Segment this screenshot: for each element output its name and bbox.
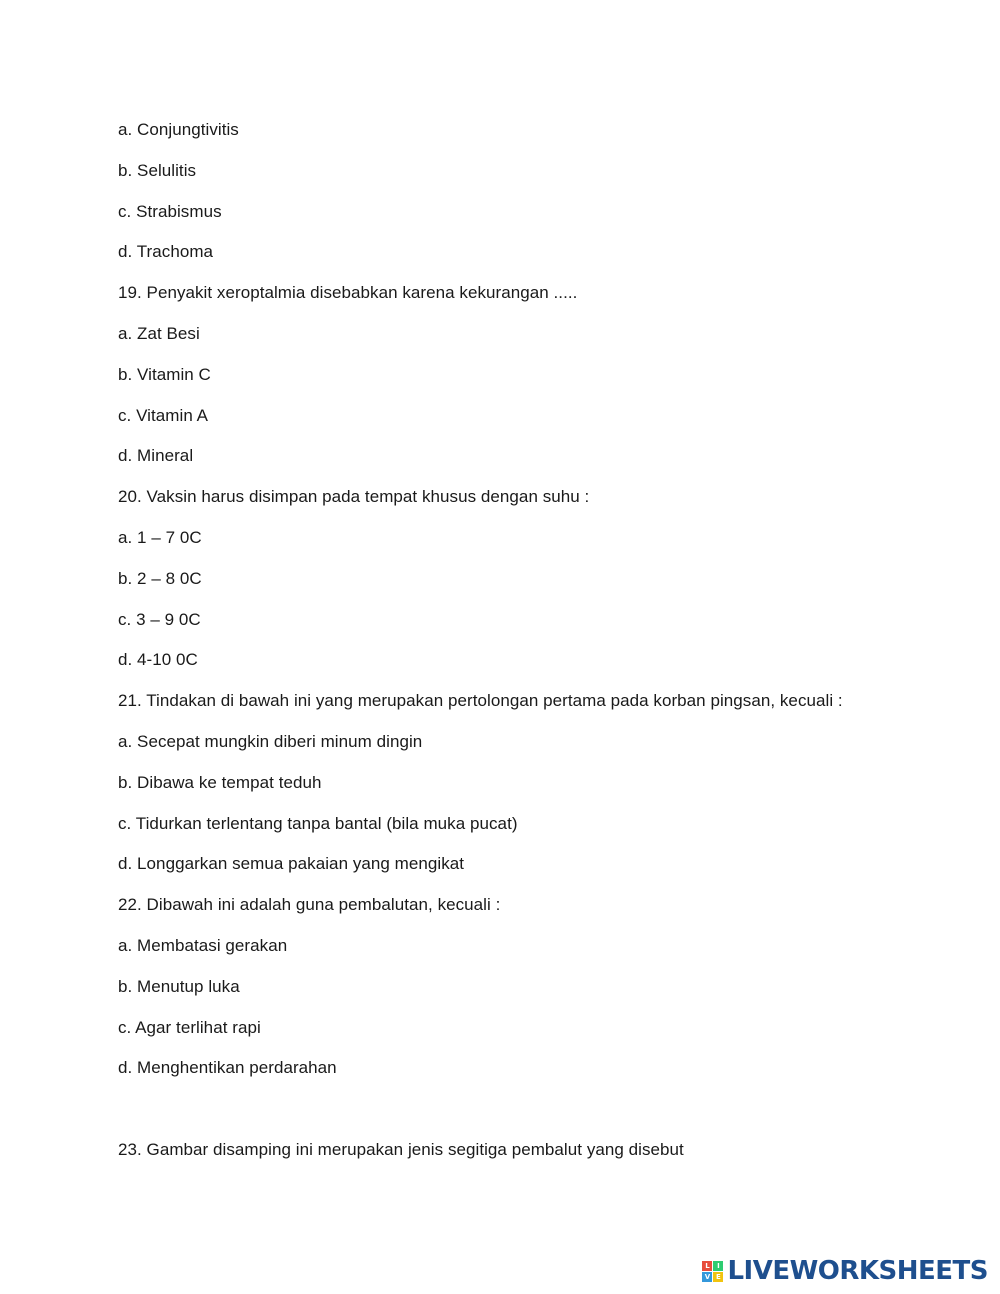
logo-letter: L bbox=[702, 1261, 712, 1271]
answer-option: d. Longgarkan semua pakaian yang mengikat bbox=[118, 854, 465, 873]
answer-option: a. Membatasi gerakan bbox=[118, 936, 288, 955]
answer-option: b. Vitamin C bbox=[118, 365, 211, 384]
answer-option: b. Dibawa ke tempat teduh bbox=[118, 773, 322, 792]
answer-option: c. Agar terlihat rapi bbox=[118, 1018, 261, 1037]
logo-letter: I bbox=[713, 1261, 723, 1271]
question-23: 23. Gambar disamping ini merupakan jenis segitiga pembalut yang disebut bbox=[118, 1140, 684, 1159]
answer-option: c. 3 – 9 0C bbox=[118, 610, 201, 629]
answer-option: d. Trachoma bbox=[118, 242, 214, 261]
answer-option: d. Mineral bbox=[118, 446, 194, 465]
answer-option: a. Secepat mungkin diberi minum dingin bbox=[118, 732, 423, 751]
answer-option: b. Menutup luka bbox=[118, 977, 240, 996]
answer-option: a. Zat Besi bbox=[118, 324, 200, 343]
answer-option: d. Menghentikan perdarahan bbox=[118, 1058, 337, 1077]
question-21: 21. Tindakan di bawah ini yang merupakan pertolongan pertama pada korban pingsan, kecuali : bbox=[118, 691, 843, 710]
answer-option: b. Selulitis bbox=[118, 161, 197, 180]
liveworksheets-wordmark: LIVEWORKSHEETS bbox=[727, 1256, 988, 1286]
question-22: 22. Dibawah ini adalah guna pembalutan, kecuali : bbox=[118, 895, 501, 914]
logo-letter: E bbox=[713, 1272, 723, 1282]
liveworksheets-logo bbox=[702, 1256, 988, 1286]
question-19: 19. Penyakit xeroptalmia disebabkan karena kekurangan ..... bbox=[118, 283, 578, 302]
answer-option: a. Conjungtivitis bbox=[118, 120, 239, 139]
answer-option: b. 2 – 8 0C bbox=[118, 569, 202, 588]
answer-option: a. 1 – 7 0C bbox=[118, 528, 202, 547]
logo-letter: V bbox=[702, 1272, 712, 1282]
question-20: 20. Vaksin harus disimpan pada tempat khusus dengan suhu : bbox=[118, 487, 590, 506]
answer-option: c. Tidurkan terlentang tanpa bantal (bila muka pucat) bbox=[118, 814, 518, 833]
answer-option: d. 4-10 0C bbox=[118, 650, 198, 669]
answer-option: c. Strabismus bbox=[118, 202, 222, 221]
answer-option: c. Vitamin A bbox=[118, 406, 209, 425]
liveworksheets-mark-icon bbox=[702, 1261, 723, 1282]
